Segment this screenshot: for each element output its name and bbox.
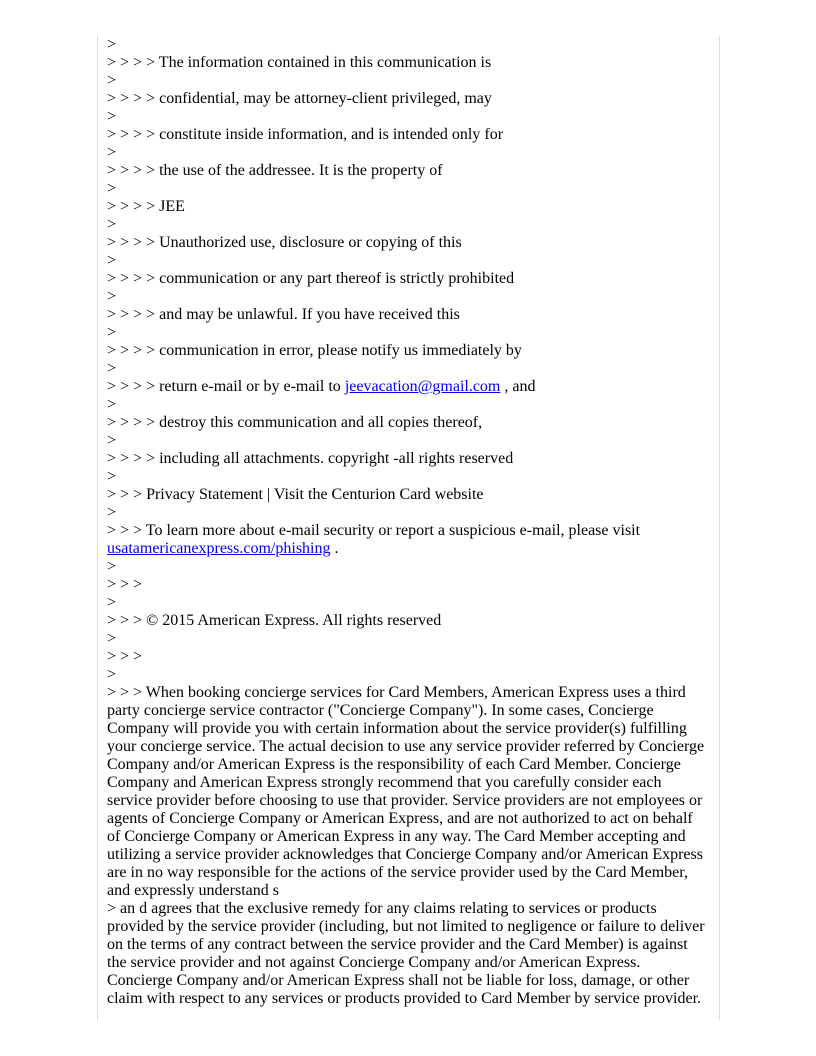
quoted-line: > > > > constitute inside information, and is intended only for xyxy=(107,126,504,143)
quoted-line: > > > > destroy this communication and all copies thereof, xyxy=(107,414,483,431)
quoted-line: > > > > and may be unlawful. If you have received this xyxy=(107,306,460,323)
quoted-line: > xyxy=(107,144,117,161)
liability-paragraph: > an d agrees that the exclusive remedy for any claims relating to services or products provided by the service provider (including, but not limited to negligence or failure to deliver on the terms of any contract between the service provider and the Card Member) is against the service provider and not against Concierge Company and/or American Express. Concierge Company and/or American Express shall not be liable for loss, damage, or other claim with respect to any services or products provided to Card Member by service provider. xyxy=(107,900,705,1007)
email-body xyxy=(107,36,707,1008)
return-email-text: > > > > return e-mail or by e-mail to xyxy=(107,378,345,395)
email-link[interactable]: jeevacation@gmail.com xyxy=(344,378,501,395)
quoted-line: > > > > Unauthorized use, disclosure or copying of this xyxy=(107,234,462,251)
quoted-line: > xyxy=(107,180,117,197)
copyright-block xyxy=(107,558,707,684)
quoted-line: > xyxy=(107,468,117,485)
quoted-line: > > > > The information contained in this communication is xyxy=(107,54,492,71)
quoted-line: > > > > JEE xyxy=(107,198,185,215)
right-border xyxy=(719,36,720,1020)
quoted-line: > xyxy=(107,594,117,611)
quoted-line: > xyxy=(107,504,117,521)
quoted-line: > xyxy=(107,630,117,647)
security-line xyxy=(107,522,707,558)
quoted-line: > > > xyxy=(107,648,143,665)
quoted-line: > > > > communication in error, please notify us immediately by xyxy=(107,342,522,359)
quoted-line: > > > > communication or any part thereof is strictly prohibited xyxy=(107,270,515,287)
phishing-link[interactable]: usatamericanexpress.com/phishing xyxy=(107,540,331,557)
security-suffix: . xyxy=(330,540,339,557)
quoted-line: > > > Privacy Statement | Visit the Centurion Card website xyxy=(107,486,484,503)
quoted-line: > xyxy=(107,288,117,305)
quoted-line: > xyxy=(107,396,117,413)
quoted-line: > xyxy=(107,558,117,575)
quoted-line: > > > xyxy=(107,576,143,593)
quoted-line: > xyxy=(107,216,117,233)
quoted-line: > xyxy=(107,252,117,269)
quoted-line: > xyxy=(107,324,117,341)
quoted-line: > > > © 2015 American Express. All rights reserved xyxy=(107,612,442,629)
privacy-block xyxy=(107,396,707,522)
quoted-line: > xyxy=(107,666,117,683)
left-border xyxy=(97,36,98,1020)
concierge-paragraph: > > > When booking concierge services for Card Members, American Express uses a third party concierge service contractor ("Concierge Company"). In some cases, Concierge Company will provide you with certain information about the service provider(s) fulfilling your concierge service. The actual decision to use any service provider referred by Concierge Company and/or American Express is the responsibility of each Card Member. Concierge Company and American Express strongly recommend that you carefully consider each service provider before choosing to use that provider. Service providers are not employees or agents of Concierge Company or American Express, and are not authorized to act on behalf of Concierge Company or American Express in any way. The Card Member accepting and utilizing a service provider acknowledges that Concierge Company and/or American Express are in no way responsible for the actions of the service provider used by the Card Member, and expressly understand s xyxy=(107,684,705,899)
disclaimer-block xyxy=(107,36,707,378)
quoted-line: > xyxy=(107,360,117,377)
quoted-line: > xyxy=(107,72,117,89)
quoted-line: > xyxy=(107,36,117,53)
quoted-line: > > > > the use of the addressee. It is the property of xyxy=(107,162,443,179)
quoted-line: > > > > including all attachments. copyright -all rights reserved xyxy=(107,450,514,467)
quoted-line: > xyxy=(107,108,117,125)
security-text: > > > To learn more about e-mail security or report a suspicious e-mail, please visit xyxy=(107,522,641,539)
quoted-line: > xyxy=(107,432,117,449)
return-email-suffix: , and xyxy=(500,378,536,395)
return-email-line xyxy=(107,378,707,396)
quoted-line: > > > > confidential, may be attorney-client privileged, may xyxy=(107,90,492,107)
